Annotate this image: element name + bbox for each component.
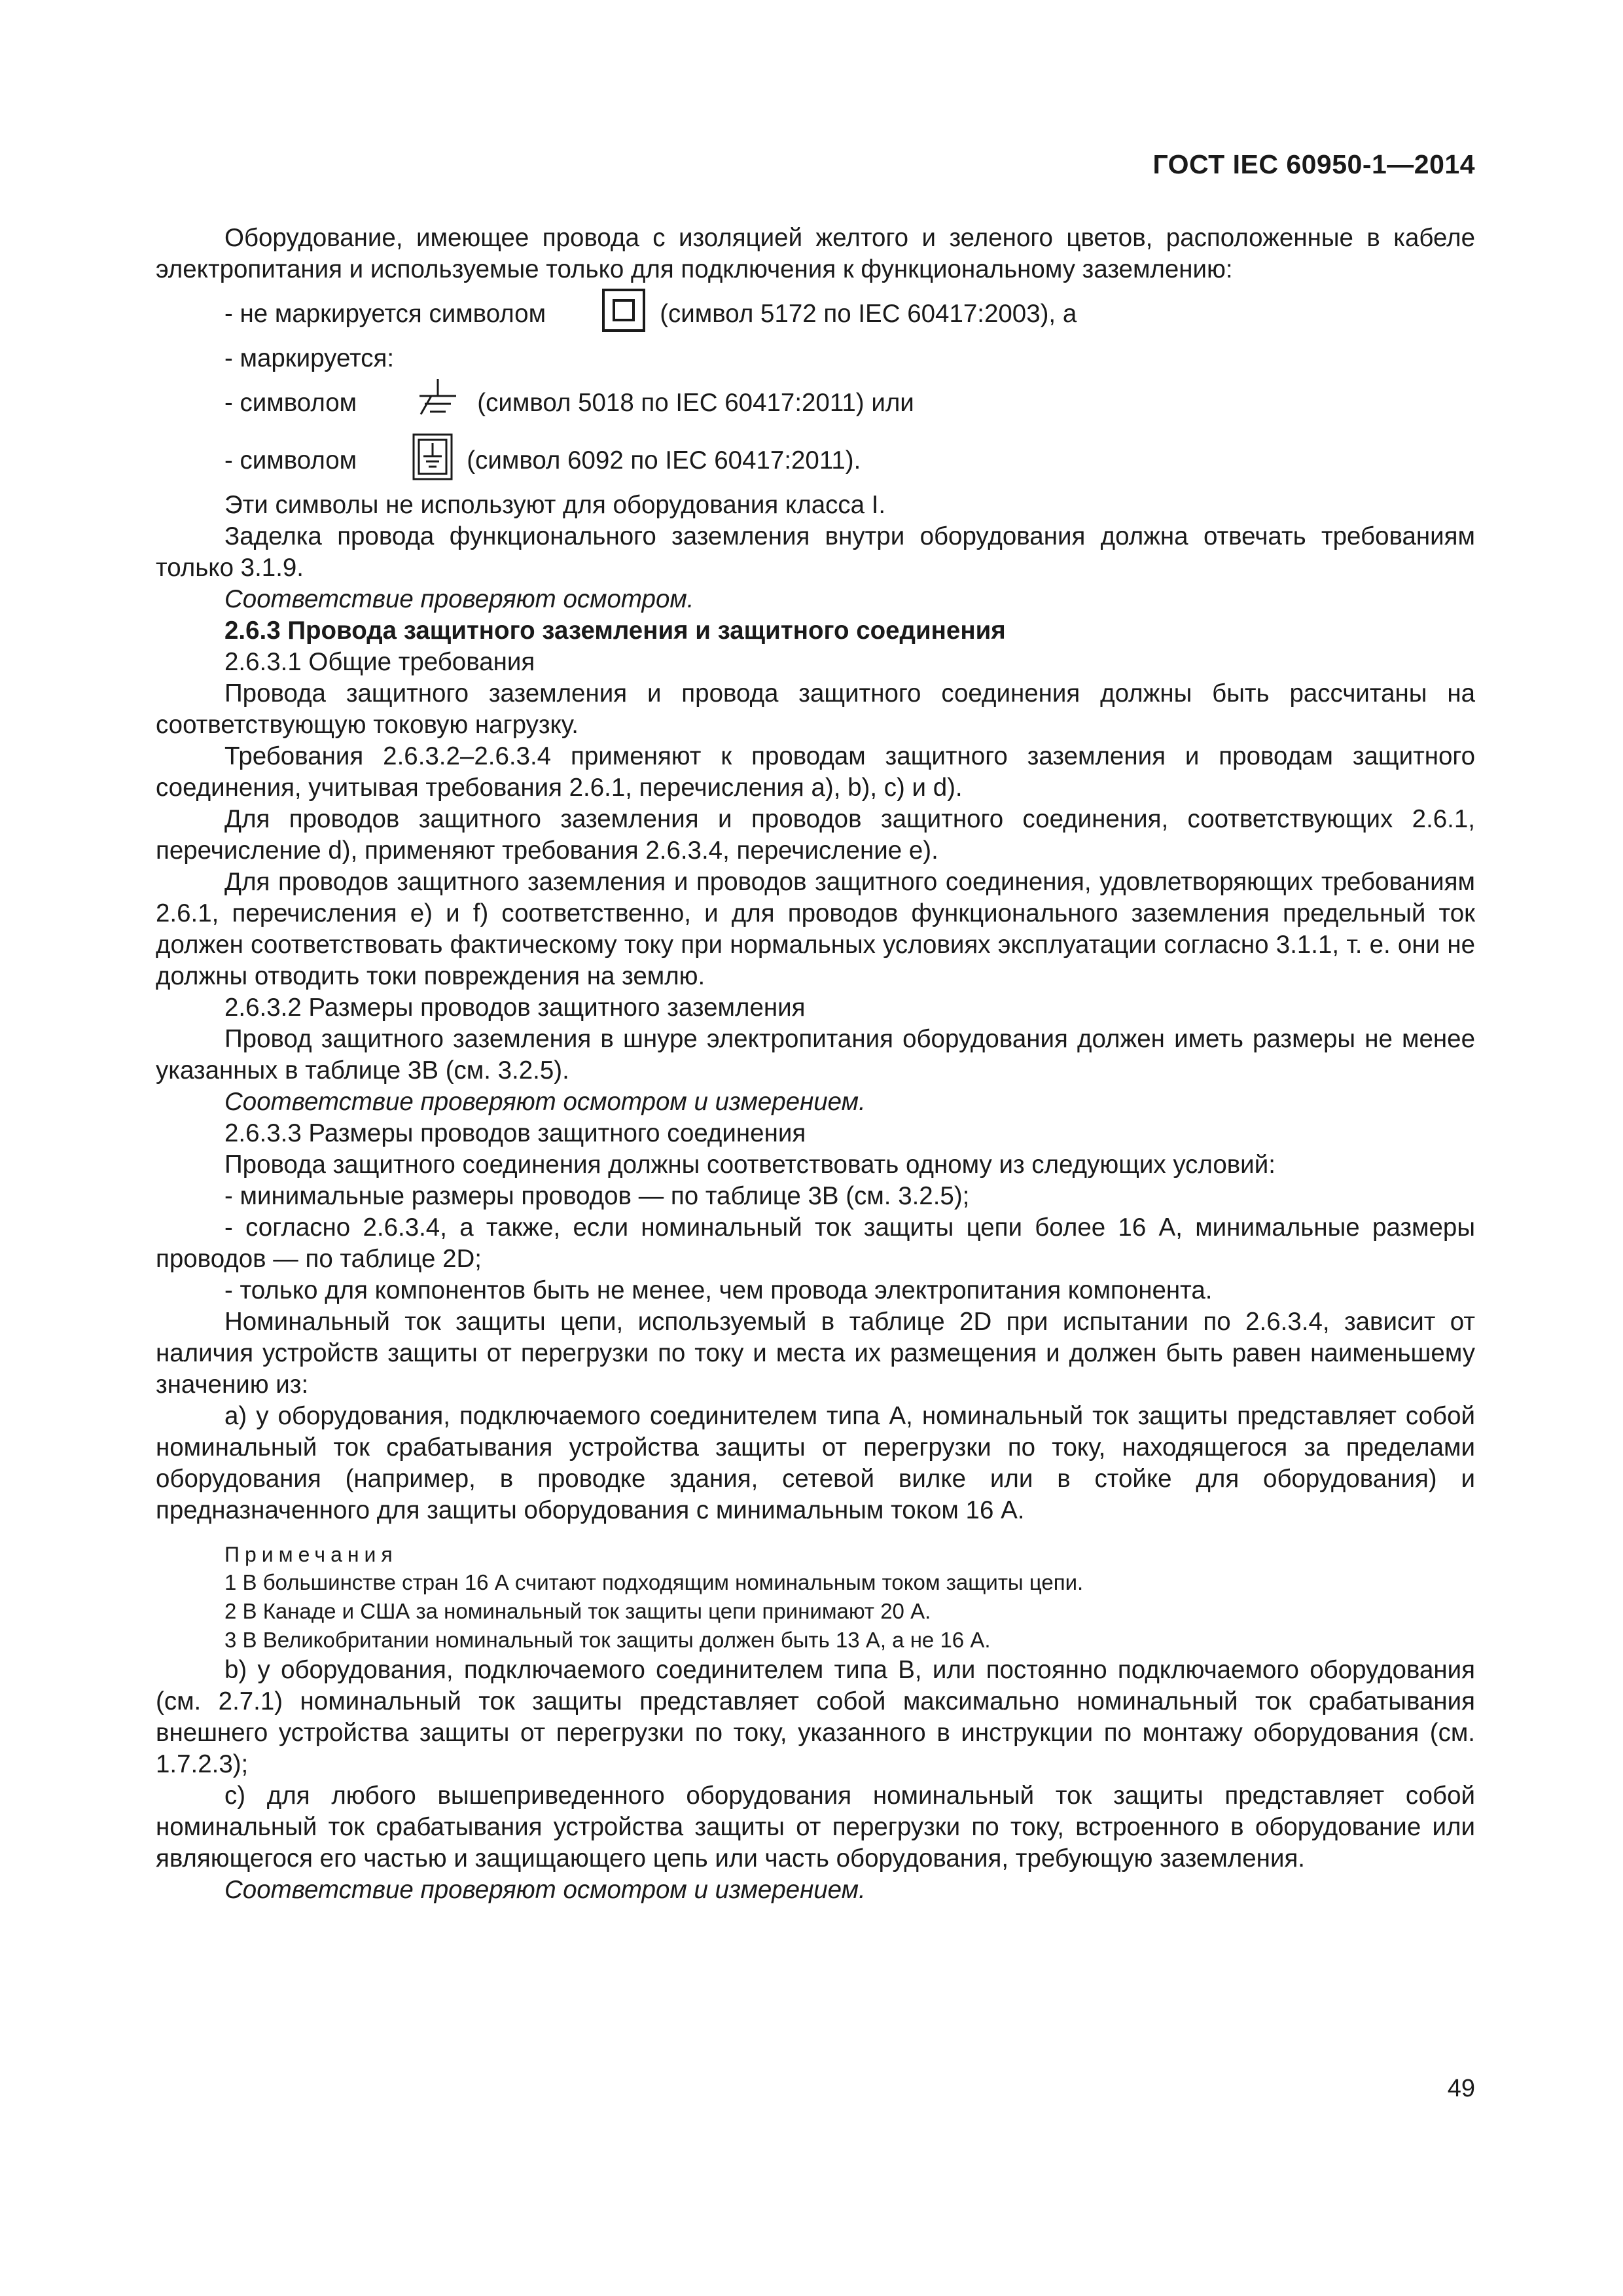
symbol-line-suffix: (символ 5018 по IEC 60417:2011) или xyxy=(477,389,914,417)
note-item: 3 В Великобритании номинальный ток защиты должен быть 13 А, а не 16 А. xyxy=(224,1628,991,1652)
section-heading: 2.6.3 Провода защитного заземления и защитного соединения xyxy=(224,617,1006,645)
compliance-measurement: Соответствие проверяют осмотром и измерением. xyxy=(224,1088,866,1116)
intro-paragraph: Оборудование, имеющее провода с изоляцией желтого и зеленого цветов, расположенные в кабеле электропитания и используемые только для подключения к функциональному заземлению: xyxy=(156,224,1475,283)
class-i-note: Эти символы не используют для оборудования класса I. xyxy=(224,491,886,519)
compliance-inspection: Соответствие проверяют осмотром. xyxy=(224,585,694,613)
symbol-line-prefix: - символом xyxy=(224,446,357,475)
paragraph: Требования 2.6.3.2–2.6.3.4 применяют к проводам защитного заземления и проводам защитного соединения, учитывая требования 2.6.1, перечисления a), b), c) и d). xyxy=(156,742,1475,802)
bullet-item: - согласно 2.6.3.4, а также, если номинальный ток защиты цепи более 16 А, минимальные размеры проводов — по таблице 2D; xyxy=(156,1213,1475,1273)
symbol-line-6092 xyxy=(156,432,1475,490)
symbol-line-5018 xyxy=(156,374,1475,432)
subsection-title-2-6-3-3: 2.6.3.3 Размеры проводов защитного соединения xyxy=(224,1119,806,1147)
bullet-item: - минимальные размеры проводов — по таблице 3B (см. 3.2.5); xyxy=(224,1182,970,1210)
paragraph: Номинальный ток защиты цепи, используемый в таблице 2D при испытании по 2.6.3.4, зависит от наличия устройств защиты от перегрузки по току и места их размещения и должен быть равен наименьшему значению из: xyxy=(156,1308,1475,1399)
page-number: 49 xyxy=(1447,2075,1475,2102)
list-item-b: b) у оборудования, подключаемого соединителем типа B, или постоянно подключаемого оборудования (см. 2.7.1) номинальный ток защиты представляет собой максимально номинальный ток срабатывания внешнего устройства защиты от перегрузки по току, указанного в инструкции по монтажу оборудования (см. 1.7.2.3); xyxy=(156,1656,1475,1778)
bullet-item: - только для компонентов быть не менее, чем провода электропитания компонента. xyxy=(224,1276,1213,1304)
symbol-line-suffix: (символ 6092 по IEC 60417:2011). xyxy=(467,446,861,475)
marked-label: - маркируется: xyxy=(224,344,395,372)
symbol-line-prefix: - символом xyxy=(224,389,357,417)
compliance-measurement-final: Соответствие проверяют осмотром и измерением. xyxy=(224,1876,866,1904)
subsection-title-2-6-3-2: 2.6.3.2 Размеры проводов защитного заземления xyxy=(224,994,806,1022)
symbol-line-prefix: - не маркируется символом xyxy=(224,300,546,328)
document-body xyxy=(156,223,1475,1906)
note-item: 2 В Канаде и США за номинальный ток защиты цепи принимают 20 А. xyxy=(224,1599,931,1623)
notes-block xyxy=(156,1541,1475,1655)
termination-paragraph: Заделка провода функционального заземления внутри оборудования должна отвечать требованиям только 3.1.9. xyxy=(156,522,1475,582)
paragraph: Провода защитного заземления и провода защитного соединения должны быть рассчитаны на соответствующую токовую нагрузку. xyxy=(156,679,1475,739)
notes-title: Примечания xyxy=(224,1543,398,1566)
list-item-a: a) у оборудования, подключаемого соединителем типа A, номинальный ток защиты представляет собой номинальный ток срабатывания устройства защиты от перегрузки по току, находящегося за пределами оборудования (например, в проводке здания, сетевой вилке или в стойке для оборудования) и предназначенного для защиты оборудования с минимальным током 16 А. xyxy=(156,1402,1475,1524)
note-item: 1 В большинстве стран 16 А считают подходящим номинальным током защиты цепи. xyxy=(224,1570,1084,1594)
page-header-standard: ГОСТ IEC 60950-1—2014 xyxy=(1152,149,1475,179)
paragraph: Провода защитного соединения должны соответствовать одному из следующих условий: xyxy=(224,1151,1275,1179)
symbol-line-5172 xyxy=(156,285,1475,343)
symbol-line-suffix: (символ 5172 по IEC 60417:2003), а xyxy=(660,300,1077,328)
class-ii-double-square-icon xyxy=(559,256,647,372)
list-item-c: c) для любого вышеприведенного оборудования номинальный ток защиты представляет собой номинальный ток срабатывания устройства защиты от перегрузки по току, встроенного в оборудование или являющегося его частью и защищающего цепь или часть оборудования, требующую заземления. xyxy=(156,1782,1475,1873)
paragraph: Провод защитного заземления в шнуре электропитания оборудования должен иметь размеры не менее указанных в таблице 3B (см. 3.2.5). xyxy=(156,1025,1475,1085)
paragraph: Для проводов защитного заземления и проводов защитного соединения, удовлетворяющих требованиям 2.6.1, перечисления e) и f) соответственно, и для проводов функционального заземления предельный ток должен соответствовать фактическому току при нормальных условиях эксплуатации согласно 3.1.1, т. е. они не должны отводить токи повреждения на землю. xyxy=(156,868,1475,990)
paragraph: Для проводов защитного заземления и проводов защитного соединения, соответствующих 2.6.1, перечисление d), применяют требования 2.6.3.4, перечисление e). xyxy=(156,805,1475,865)
subsection-title-2-6-3-1: 2.6.3.1 Общие требования xyxy=(224,648,535,676)
